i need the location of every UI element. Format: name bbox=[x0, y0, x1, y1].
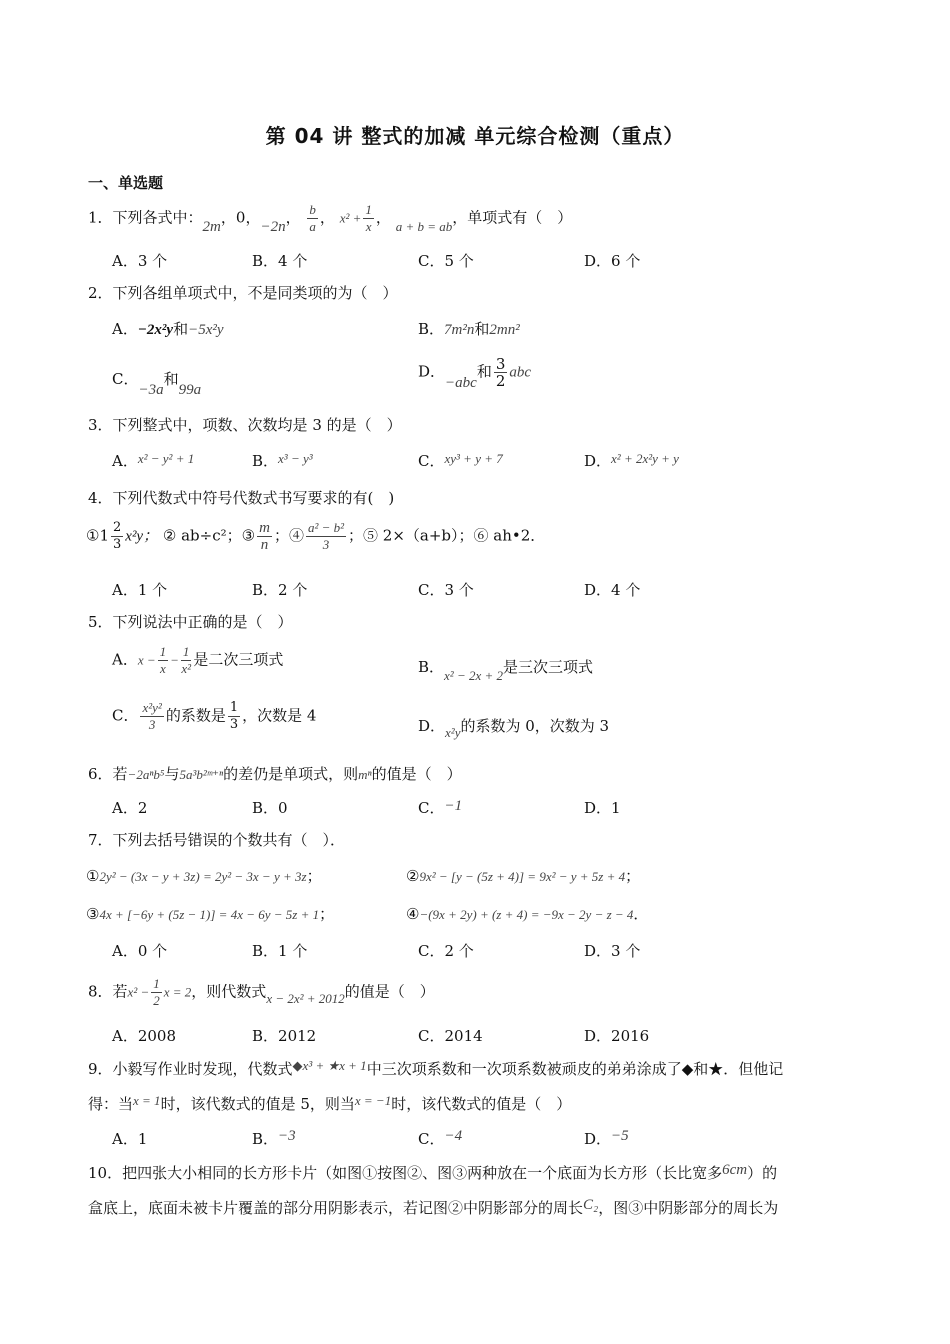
q1-stem: 1．下列各式中： bbox=[88, 208, 203, 227]
q4-item-2: ② ab÷c²；③ bbox=[162, 526, 256, 545]
q2-b-expr-1: 7m²n bbox=[444, 322, 475, 338]
item-label: ④ bbox=[406, 905, 420, 923]
q9-expr: ◆x³ + ★x + 1 bbox=[292, 1058, 367, 1073]
q4-items bbox=[86, 520, 545, 553]
frac-num: 1 bbox=[229, 700, 239, 715]
q9-option-b[interactable] bbox=[252, 1128, 296, 1149]
and-text: 和 bbox=[173, 320, 189, 338]
q7-option-b[interactable]: B．1 个 bbox=[252, 942, 308, 960]
q7-option-a[interactable]: A．0 个 bbox=[112, 942, 168, 960]
q4-mixed-fraction bbox=[111, 520, 123, 553]
q3-expr: x² − y² + 1 bbox=[137, 451, 195, 466]
q4-option-d[interactable]: D．4 个 bbox=[584, 581, 641, 599]
q4-stem: 4．下列代数式中符号代数式书写要求的有( ) bbox=[88, 489, 395, 507]
q8-text: ，则代数式 bbox=[191, 982, 267, 1001]
q1-stem-end: ，单项式有（ ） bbox=[452, 208, 573, 227]
question-1 bbox=[88, 202, 572, 235]
frac-den: 3 bbox=[322, 537, 330, 552]
q6-option-c[interactable] bbox=[418, 797, 462, 818]
q8-option-a[interactable]: A．2008 bbox=[112, 1027, 177, 1045]
q5-d-text: 的系数为 0，次数为 3 bbox=[460, 717, 610, 735]
q8-option-d[interactable]: D．2016 bbox=[584, 1027, 650, 1045]
q1-zero: 0 bbox=[235, 208, 246, 227]
q7-expr-2 bbox=[406, 865, 640, 886]
q6-option-d[interactable]: D．1 bbox=[584, 799, 621, 817]
q6-expr-2: 5a³b²ᵐ⁺ⁿ bbox=[179, 767, 224, 782]
q4-fraction-m-n bbox=[257, 520, 272, 553]
q4-option-a[interactable]: A．1 个 bbox=[112, 581, 168, 599]
q4-item-1: ①1 bbox=[86, 526, 109, 545]
q1-option-a[interactable]: A．3 个 bbox=[112, 252, 168, 270]
q9-line-1 bbox=[88, 1058, 783, 1079]
q3-option-b[interactable] bbox=[252, 450, 313, 471]
q2-option-b[interactable] bbox=[418, 318, 520, 339]
q3-expr: xy³ + y + 7 bbox=[444, 451, 503, 466]
item-end: ； bbox=[319, 905, 335, 923]
q4-option-c[interactable]: C．3 个 bbox=[418, 581, 474, 599]
q2-a-expr-1: −2x²y bbox=[137, 322, 174, 338]
option-value: −3 bbox=[278, 1128, 296, 1144]
q6-expr-3: mⁿ bbox=[358, 767, 372, 782]
q2-d-expr-2: abc bbox=[509, 364, 532, 381]
item-label: ① bbox=[86, 867, 100, 885]
frac-num: 1 bbox=[159, 644, 167, 659]
q9-text: 时，该代数式的值是 5，则当 bbox=[160, 1095, 355, 1113]
q9-text: 9．小毅写作业时发现，代数式 bbox=[88, 1060, 293, 1078]
q5-a-expr: x − bbox=[137, 652, 156, 668]
section-heading: 一、单选题 bbox=[88, 174, 164, 192]
expr: 4x + [−6y + (5z − 1)] = 4x − 6y − 5z + 1 bbox=[99, 907, 320, 922]
q5-option-a[interactable] bbox=[112, 644, 283, 677]
q9-text: 中三次项系数和一次项系数被顽皮的弟弟涂成了◆和★．但他记 bbox=[366, 1060, 784, 1078]
q9-option-a[interactable]: A．1 bbox=[112, 1130, 148, 1148]
q3-option-c[interactable] bbox=[418, 450, 503, 471]
q4-fraction-a2b2 bbox=[306, 520, 346, 553]
q6-text: 的差仍是单项式，则 bbox=[223, 765, 359, 783]
q7-option-c[interactable]: C．2 个 bbox=[418, 942, 474, 960]
expr: −(9x + 2y) + (z + 4) = −9x − 2y − z − 4 bbox=[419, 907, 634, 922]
q4-option-b[interactable]: B．2 个 bbox=[252, 581, 308, 599]
q5-b-expr: x² − 2x + 2 bbox=[444, 668, 504, 683]
frac-den: a bbox=[309, 219, 316, 234]
q8-expr-2: x − 2x² + 2012 bbox=[266, 990, 345, 1006]
q9-line-2 bbox=[88, 1093, 571, 1114]
q5-a-text: 是二次三项式 bbox=[193, 650, 284, 669]
q1-sep: ， bbox=[245, 208, 261, 227]
q6-text: 6．若 bbox=[88, 765, 128, 783]
frac-den: 2 bbox=[495, 372, 506, 390]
frac-den: 3 bbox=[148, 717, 156, 732]
frac-den: x bbox=[365, 219, 372, 234]
frac-den: 3 bbox=[229, 717, 239, 732]
frac-num: 2 bbox=[113, 520, 122, 535]
option-label: C． bbox=[418, 1130, 445, 1148]
frac-num: 1 bbox=[153, 976, 160, 991]
frac-num: 1 bbox=[365, 202, 372, 217]
q2-c-expr-1: −3a bbox=[138, 382, 164, 398]
q5-stem: 5．下列说法中正确的是（ ） bbox=[88, 613, 293, 631]
q6-text: 的值是（ ） bbox=[371, 765, 462, 783]
q3-stem: 3．下列整式中，项数、次数均是 3 的是（ ） bbox=[88, 416, 402, 434]
frac-num: x²y² bbox=[142, 700, 162, 715]
option-label: C． bbox=[418, 799, 445, 817]
and-text: 和 bbox=[474, 320, 490, 338]
q1-sep: ， bbox=[220, 208, 236, 227]
q1-expr-2: −2n bbox=[260, 218, 286, 235]
q3-option-a[interactable] bbox=[112, 450, 194, 471]
q8-expr-1b: x = 2 bbox=[163, 984, 192, 1000]
q10-text: 盒底上，底面未被卡片覆盖的部分用阴影表示，若记图②中阴影部分的周长 bbox=[88, 1199, 584, 1217]
and-text: 和 bbox=[476, 362, 492, 381]
q10-text: 10．把四张大小相同的长方形卡片（如图①按图②、图③两种放在一个底面为长方形（长比宽多 bbox=[88, 1164, 723, 1182]
q5-b-text: 是三次三项式 bbox=[503, 658, 594, 676]
item-end: ； bbox=[306, 867, 322, 885]
q2-option-d[interactable] bbox=[418, 356, 531, 389]
q3-option-d[interactable] bbox=[584, 450, 679, 471]
q2-c-expr-2: 99a bbox=[178, 382, 202, 398]
q4-item-5-6: ；⑤ 2×（a+b）；⑥ ah•2． bbox=[348, 526, 546, 545]
q7-stem: 7．下列去括号错误的个数共有（ ）． bbox=[88, 831, 346, 849]
q2-b-expr-2: 2mn² bbox=[489, 322, 520, 338]
q5-option-b[interactable] bbox=[418, 656, 594, 683]
q6-c-value: −1 bbox=[444, 798, 463, 814]
q9-expr: x = 1 bbox=[133, 1093, 161, 1108]
option-label: D． bbox=[584, 1130, 612, 1148]
q1-expr-1: 2m bbox=[202, 218, 221, 235]
q8-option-c[interactable]: C．2014 bbox=[418, 1027, 483, 1045]
q4-item-1-expr: x²y； bbox=[125, 528, 159, 545]
option-label: D． bbox=[584, 452, 612, 470]
q8-fraction bbox=[151, 976, 162, 1009]
option-label: A． bbox=[112, 650, 138, 669]
q1-expr-4: x² + bbox=[339, 210, 362, 226]
q1-option-d[interactable]: D．6 个 bbox=[584, 252, 641, 270]
q5-c-coef bbox=[228, 700, 240, 733]
item-label: ③ bbox=[86, 905, 100, 923]
option-value: −4 bbox=[444, 1128, 463, 1144]
q3-expr: x³ − y³ bbox=[278, 451, 313, 466]
q10-line-1 bbox=[88, 1162, 777, 1183]
q2-d-fraction bbox=[494, 356, 508, 389]
page-title: 第 04 讲 整式的加减 单元综合检测（重点） bbox=[265, 124, 685, 148]
q2-option-c[interactable] bbox=[112, 368, 202, 398]
option-label: D． bbox=[418, 717, 446, 735]
q8-text: 8．若 bbox=[88, 982, 128, 1001]
q5-a-minus: − bbox=[170, 652, 179, 668]
q5-a-frac-2 bbox=[181, 644, 192, 677]
frac-num: a² − b² bbox=[307, 520, 345, 535]
q1-fraction-b-a bbox=[307, 202, 318, 235]
q9-expr: x = −1 bbox=[354, 1093, 392, 1108]
q10-expr: C₂ bbox=[583, 1197, 599, 1213]
frac-den: 3 bbox=[113, 537, 122, 552]
frac-num: 1 bbox=[182, 644, 190, 659]
frac-den: x² bbox=[181, 661, 191, 676]
q2-a-expr-2: −5x²y bbox=[188, 322, 224, 338]
item-end: ． bbox=[633, 905, 649, 923]
q2-stem: 2．下列各组单项式中，不是同类项的为（ ） bbox=[88, 284, 398, 302]
q10-text: ）的 bbox=[747, 1164, 778, 1182]
q10-text: ，图③中阴影部分的周长为 bbox=[598, 1199, 779, 1217]
q9-text: 得：当 bbox=[88, 1095, 134, 1113]
q5-option-c[interactable] bbox=[112, 700, 316, 733]
q9-option-c[interactable] bbox=[418, 1128, 462, 1149]
q1-sep: ， bbox=[319, 208, 335, 227]
frac-num: m bbox=[259, 520, 270, 536]
q5-a-frac-1 bbox=[158, 644, 169, 677]
item-label: ② bbox=[406, 867, 420, 885]
q7-option-d[interactable]: D．3 个 bbox=[584, 942, 641, 960]
q8-expr-1: x² − bbox=[127, 984, 150, 1000]
option-label: B． bbox=[418, 658, 445, 676]
q1-fraction-1-x bbox=[363, 202, 374, 235]
expr: 9x² − [y − (5z + 4)] = 9x² − y + 5z + 4 bbox=[419, 869, 626, 884]
q5-d-expr: x²y bbox=[445, 725, 461, 740]
q6-text: 与 bbox=[164, 765, 180, 783]
and-text: 和 bbox=[163, 370, 179, 388]
frac-den: n bbox=[260, 537, 269, 553]
option-label: C． bbox=[112, 370, 139, 388]
q1-sep: ， bbox=[375, 208, 391, 227]
option-label: B． bbox=[252, 452, 279, 470]
frac-num: 3 bbox=[495, 355, 506, 373]
q7-expr-3 bbox=[86, 903, 334, 924]
q6-stem bbox=[88, 763, 462, 784]
q5-option-d[interactable] bbox=[418, 715, 610, 740]
q6-option-b[interactable]: B．0 bbox=[252, 799, 288, 817]
option-label: A． bbox=[112, 320, 138, 338]
option-label: B． bbox=[252, 1130, 279, 1148]
expr: 2y² − (3x − y + 3z) = 2y² − 3x − y + 3z bbox=[99, 869, 307, 884]
q1-sep: ， bbox=[285, 208, 301, 227]
q5-c-text: 的系数是 bbox=[165, 706, 226, 725]
q10-expr: 6cm bbox=[722, 1162, 748, 1178]
q9-option-d[interactable] bbox=[584, 1128, 629, 1149]
frac-den: x bbox=[160, 661, 166, 676]
option-label: A． bbox=[112, 452, 138, 470]
q2-d-expr-1: −abc bbox=[445, 374, 477, 391]
frac-num: b bbox=[309, 202, 316, 217]
option-label: D． bbox=[418, 362, 446, 381]
frac-den: 2 bbox=[153, 993, 160, 1008]
option-label: B． bbox=[418, 320, 445, 338]
q8-stem bbox=[88, 976, 435, 1009]
option-label: C． bbox=[112, 706, 139, 725]
q9-text: 时，该代数式的值是（ ） bbox=[391, 1095, 572, 1113]
q8-text: 的值是（ ） bbox=[344, 982, 435, 1001]
q10-line-2 bbox=[88, 1197, 778, 1218]
q7-expr-1 bbox=[86, 865, 322, 886]
option-label: C． bbox=[418, 452, 445, 470]
q5-c-frac bbox=[140, 700, 163, 733]
q8-option-b[interactable]: B．2012 bbox=[252, 1027, 317, 1045]
q1-option-c[interactable]: C．5 个 bbox=[418, 252, 474, 270]
q3-expr: x² + 2x²y + y bbox=[611, 451, 679, 466]
option-value: −5 bbox=[611, 1128, 629, 1144]
q4-item-3: ；④ bbox=[273, 526, 304, 545]
q6-option-a[interactable]: A．2 bbox=[112, 799, 148, 817]
q7-expr-4 bbox=[406, 903, 648, 924]
q1-expr-5: a + b = ab bbox=[395, 218, 453, 234]
q5-c-text-2: ，次数是 4 bbox=[242, 706, 317, 725]
item-end: ； bbox=[625, 867, 641, 885]
q6-expr-1: −2aⁿb⁵ bbox=[127, 767, 165, 782]
q1-option-b[interactable]: B．4 个 bbox=[252, 252, 308, 270]
q2-option-a[interactable] bbox=[112, 318, 224, 339]
